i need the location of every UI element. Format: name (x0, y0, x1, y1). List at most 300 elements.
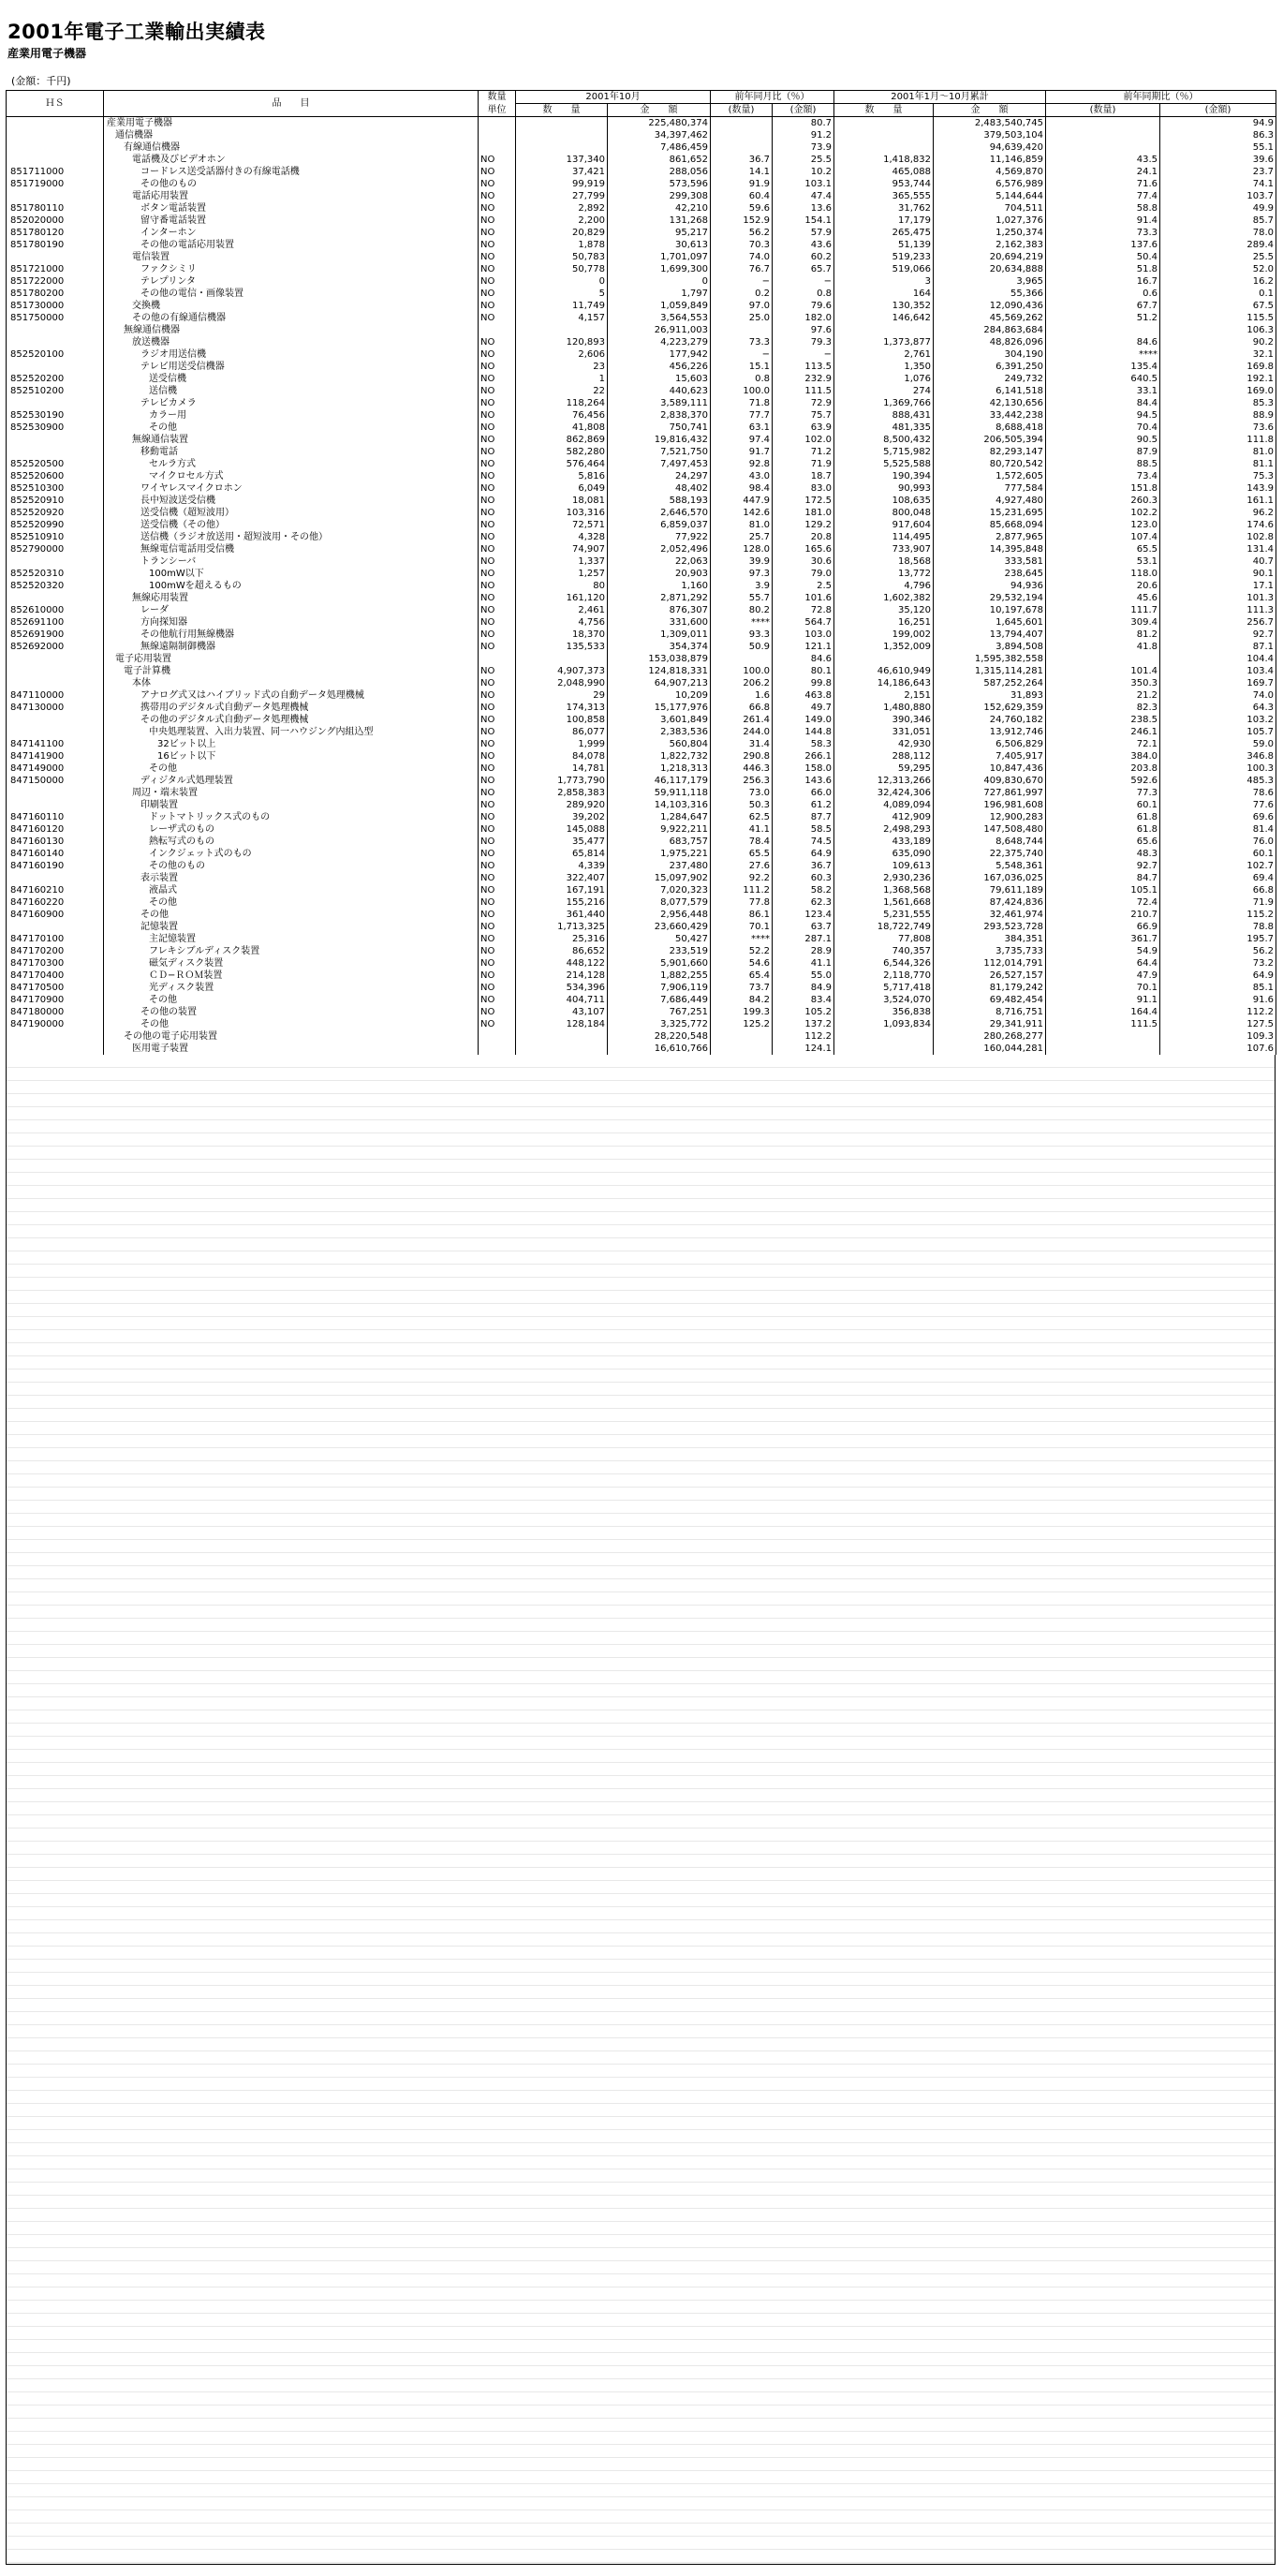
row-item-name: マイクロセル方式 (104, 470, 479, 482)
row-amount-yoy-cum: 69.4 (1160, 872, 1276, 884)
row-amount-yoy-oct: 87.7 (773, 811, 834, 823)
row-qty-unit: NO (479, 166, 516, 178)
row-amount-cum: 7,405,917 (934, 750, 1046, 762)
row-qty-yoy-oct: 199.3 (711, 1006, 773, 1018)
row-item-name: 16ビット以下 (104, 750, 479, 762)
row-qty-yoy-oct: 84.2 (711, 994, 773, 1006)
row-hs-code: 851719000 (7, 178, 104, 190)
row-item-name: 有線通信機器 (104, 141, 479, 154)
row-item-name: 送信機 (104, 385, 479, 397)
row-amount-oct: 34,397,462 (608, 129, 711, 141)
row-hs-code: 847170500 (7, 982, 104, 994)
row-qty-yoy-cum: 53.1 (1046, 555, 1160, 568)
row-amount-yoy-oct: 80.1 (773, 665, 834, 677)
row-amount-yoy-cum: 103.4 (1160, 665, 1276, 677)
row-qty-yoy-cum: 67.7 (1046, 300, 1160, 312)
row-amount-oct: 2,838,370 (608, 409, 711, 422)
header-amount-1: 金 額 (608, 104, 711, 117)
row-amount-oct: 5,901,660 (608, 957, 711, 970)
row-qty-cum: 635,090 (834, 848, 934, 860)
row-qty-cum (834, 117, 934, 130)
table-row (7, 422, 1276, 434)
row-qty-yoy-oct: 100.0 (711, 665, 773, 677)
row-qty-yoy-cum: 361.7 (1046, 933, 1160, 945)
row-hs-code (7, 921, 104, 933)
row-qty-cum: 109,613 (834, 860, 934, 872)
row-hs-code: 851722000 (7, 275, 104, 288)
row-amount-yoy-oct: 0.8 (773, 288, 834, 300)
row-qty-cum: 3,524,070 (834, 994, 934, 1006)
row-qty-yoy-cum: 246.1 (1046, 726, 1160, 738)
row-qty-yoy-oct: 290.8 (711, 750, 773, 762)
row-amount-yoy-cum: 92.7 (1160, 629, 1276, 641)
row-amount-cum: 112,014,791 (934, 957, 1046, 970)
row-amount-yoy-cum: 59.0 (1160, 738, 1276, 750)
row-amount-oct: 8,077,579 (608, 896, 711, 909)
row-amount-yoy-cum: 111.8 (1160, 434, 1276, 446)
row-amount-oct: 95,217 (608, 227, 711, 239)
header-yoy2: 前年同期比（％） (1046, 91, 1276, 104)
row-amount-yoy-cum: 87.1 (1160, 641, 1276, 653)
row-qty-cum: 2,930,236 (834, 872, 934, 884)
row-qty-yoy-cum: 84.7 (1046, 872, 1160, 884)
row-qty-unit: NO (479, 604, 516, 616)
row-qty-oct: 1 (516, 373, 608, 385)
row-amount-yoy-cum: 85.3 (1160, 397, 1276, 409)
row-amount-cum: 6,391,250 (934, 361, 1046, 373)
row-amount-cum: 3,894,508 (934, 641, 1046, 653)
row-amount-cum: 238,645 (934, 568, 1046, 580)
row-hs-code (7, 361, 104, 373)
row-amount-oct: 233,519 (608, 945, 711, 957)
row-item-name: レーダ (104, 604, 479, 616)
row-qty-unit: NO (479, 215, 516, 227)
row-amount-yoy-oct: 182.0 (773, 312, 834, 324)
row-qty-yoy-oct: 27.6 (711, 860, 773, 872)
row-amount-oct: 354,374 (608, 641, 711, 653)
row-qty-oct: 5,816 (516, 470, 608, 482)
row-qty-unit (479, 324, 516, 336)
row-qty-yoy-cum: 210.7 (1046, 909, 1160, 921)
row-qty-unit: NO (479, 726, 516, 738)
row-amount-yoy-cum: 131.4 (1160, 543, 1276, 555)
row-qty-yoy-cum: 238.5 (1046, 714, 1160, 726)
row-amount-cum: 4,927,480 (934, 495, 1046, 507)
row-hs-code: 852790000 (7, 543, 104, 555)
row-hs-code (7, 154, 104, 166)
row-qty-yoy-oct: 77.7 (711, 409, 773, 422)
row-qty-cum: 1,093,834 (834, 1018, 934, 1030)
table-row (7, 507, 1276, 519)
row-item-name: 電信装置 (104, 251, 479, 263)
row-amount-yoy-oct: 149.0 (773, 714, 834, 726)
row-qty-yoy-cum: 92.7 (1046, 860, 1160, 872)
row-amount-cum: 12,900,283 (934, 811, 1046, 823)
row-item-name: その他のもの (104, 860, 479, 872)
row-qty-unit: NO (479, 860, 516, 872)
row-qty-unit: NO (479, 409, 516, 422)
table-row (7, 641, 1276, 653)
row-hs-code: 847170900 (7, 994, 104, 1006)
row-qty-cum: 51,139 (834, 239, 934, 251)
row-qty-yoy-oct: 91.7 (711, 446, 773, 458)
table-row (7, 263, 1276, 275)
row-amount-cum: 587,252,264 (934, 677, 1046, 689)
table-row (7, 568, 1276, 580)
row-hs-code (7, 1043, 104, 1055)
table-row (7, 141, 1276, 154)
row-qty-oct: 50,778 (516, 263, 608, 275)
table-row (7, 811, 1276, 823)
row-amount-yoy-oct: 58.3 (773, 738, 834, 750)
row-qty-oct: 214,128 (516, 970, 608, 982)
row-qty-cum: 1,480,880 (834, 702, 934, 714)
row-qty-unit: NO (479, 665, 516, 677)
row-qty-unit: NO (479, 811, 516, 823)
row-qty-yoy-oct (711, 1043, 773, 1055)
row-qty-cum (834, 324, 934, 336)
header-period2: 2001年1月〜10月累計 (834, 91, 1046, 104)
row-qty-yoy-oct: 50.3 (711, 799, 773, 811)
row-qty-yoy-cum: 65.6 (1046, 836, 1160, 848)
row-amount-oct: 153,038,879 (608, 653, 711, 665)
row-amount-oct: 7,020,323 (608, 884, 711, 896)
row-amount-oct: 2,646,570 (608, 507, 711, 519)
row-qty-cum: 2,761 (834, 348, 934, 361)
row-amount-cum: 160,044,281 (934, 1043, 1046, 1055)
row-qty-oct: 145,088 (516, 823, 608, 836)
row-amount-oct: 573,596 (608, 178, 711, 190)
row-qty-unit: NO (479, 397, 516, 409)
row-qty-oct: 1,257 (516, 568, 608, 580)
table-row (7, 604, 1276, 616)
table-continuation (6, 1055, 1276, 2565)
row-item-name: テレビカメラ (104, 397, 479, 409)
row-amount-cum: 13,794,407 (934, 629, 1046, 641)
row-hs-code: 847190000 (7, 1018, 104, 1030)
row-amount-yoy-oct: 83.4 (773, 994, 834, 1006)
row-qty-cum: 6,544,326 (834, 957, 934, 970)
row-qty-unit: NO (479, 994, 516, 1006)
row-amount-cum: 727,861,997 (934, 787, 1046, 799)
row-qty-yoy-cum: 58.8 (1046, 202, 1160, 215)
row-hs-code (7, 397, 104, 409)
row-item-name: ファクシミリ (104, 263, 479, 275)
row-amount-yoy-oct: 73.9 (773, 141, 834, 154)
row-qty-yoy-oct (711, 653, 773, 665)
row-amount-cum: 384,351 (934, 933, 1046, 945)
row-qty-oct: 72,571 (516, 519, 608, 531)
page-title: 2001年電子工業輸出実績表 (7, 21, 266, 43)
header-qty-unit-2: 単位 (479, 104, 516, 117)
row-item-name: その他の装置 (104, 1006, 479, 1018)
table-row (7, 629, 1276, 641)
row-amount-oct: 1,822,732 (608, 750, 711, 762)
table-row (7, 836, 1276, 848)
row-qty-cum: 2,498,293 (834, 823, 934, 836)
row-hs-code: 852610000 (7, 604, 104, 616)
table-row (7, 470, 1276, 482)
row-amount-yoy-oct: 123.4 (773, 909, 834, 921)
row-amount-yoy-oct: 137.2 (773, 1018, 834, 1030)
row-item-name: 通信機器 (104, 129, 479, 141)
row-qty-unit: NO (479, 641, 516, 653)
row-amount-oct: 767,251 (608, 1006, 711, 1018)
row-item-name: 産業用電子機器 (104, 117, 479, 130)
row-qty-oct: 0 (516, 275, 608, 288)
row-qty-oct: 35,477 (516, 836, 608, 848)
header-qty-yoy-1: (数量) (711, 104, 773, 117)
row-qty-cum (834, 141, 934, 154)
row-qty-cum: 2,118,770 (834, 970, 934, 982)
row-qty-yoy-oct (711, 1030, 773, 1043)
row-qty-unit (479, 141, 516, 154)
table-row (7, 702, 1276, 714)
row-amount-yoy-cum: 115.5 (1160, 312, 1276, 324)
row-amount-yoy-oct: 113.5 (773, 361, 834, 373)
row-qty-cum: 1,369,766 (834, 397, 934, 409)
row-qty-cum: 108,635 (834, 495, 934, 507)
row-item-name: 送受信機 (104, 373, 479, 385)
row-qty-oct: 29 (516, 689, 608, 702)
row-hs-code: 847150000 (7, 775, 104, 787)
row-qty-yoy-oct (711, 117, 773, 130)
table-row (7, 872, 1276, 884)
row-qty-oct (516, 141, 608, 154)
row-qty-cum: 1,561,668 (834, 896, 934, 909)
row-item-name: その他 (104, 909, 479, 921)
row-hs-code: 847170300 (7, 957, 104, 970)
row-qty-unit: NO (479, 1006, 516, 1018)
row-qty-cum (834, 1043, 934, 1055)
row-qty-unit: NO (479, 263, 516, 275)
row-qty-yoy-cum (1046, 653, 1160, 665)
row-qty-oct: 4,756 (516, 616, 608, 629)
row-qty-oct (516, 653, 608, 665)
row-qty-unit: NO (479, 275, 516, 288)
row-qty-unit: NO (479, 434, 516, 446)
row-hs-code: 851780200 (7, 288, 104, 300)
row-amount-yoy-cum: 127.5 (1160, 1018, 1276, 1030)
header-amount-yoy-2: (金額) (1160, 104, 1276, 117)
row-qty-yoy-oct: 81.0 (711, 519, 773, 531)
row-qty-oct (516, 129, 608, 141)
row-item-name: その他の電子応用装置 (104, 1030, 479, 1043)
row-qty-unit: NO (479, 933, 516, 945)
table-row (7, 482, 1276, 495)
row-amount-yoy-cum: 0.1 (1160, 288, 1276, 300)
row-qty-yoy-cum: 77.3 (1046, 787, 1160, 799)
row-qty-yoy-cum: 84.4 (1046, 397, 1160, 409)
row-amount-yoy-cum: 94.9 (1160, 117, 1276, 130)
row-qty-yoy-oct (711, 129, 773, 141)
row-amount-cum: 333,581 (934, 555, 1046, 568)
row-amount-yoy-cum: 106.3 (1160, 324, 1276, 336)
row-qty-cum: 365,555 (834, 190, 934, 202)
row-item-name: ＣＤ−ＲＯＭ装置 (104, 970, 479, 982)
row-amount-yoy-oct: 83.0 (773, 482, 834, 495)
row-qty-yoy-cum: 66.9 (1046, 921, 1160, 933)
row-item-name: その他の電信・画像装置 (104, 288, 479, 300)
row-amount-yoy-cum: 86.3 (1160, 129, 1276, 141)
row-amount-yoy-oct: − (773, 275, 834, 288)
table-row (7, 750, 1276, 762)
row-qty-yoy-oct: 97.4 (711, 434, 773, 446)
row-amount-yoy-cum: 256.7 (1160, 616, 1276, 629)
row-amount-yoy-oct: 72.9 (773, 397, 834, 409)
row-amount-yoy-cum: 161.1 (1160, 495, 1276, 507)
row-amount-oct: 1,882,255 (608, 970, 711, 982)
row-qty-yoy-oct: 73.7 (711, 982, 773, 994)
row-amount-cum: 409,830,670 (934, 775, 1046, 787)
row-qty-yoy-cum: 640.5 (1046, 373, 1160, 385)
row-amount-yoy-cum: 73.2 (1160, 957, 1276, 970)
row-qty-yoy-oct: 39.9 (711, 555, 773, 568)
row-amount-oct: 23,660,429 (608, 921, 711, 933)
row-amount-yoy-cum: 49.9 (1160, 202, 1276, 215)
table-row (7, 762, 1276, 775)
row-amount-yoy-oct: 18.7 (773, 470, 834, 482)
row-amount-yoy-oct: 60.2 (773, 251, 834, 263)
row-qty-cum: 331,051 (834, 726, 934, 738)
row-qty-oct: 84,078 (516, 750, 608, 762)
row-qty-cum: 46,610,949 (834, 665, 934, 677)
row-amount-yoy-cum: 66.8 (1160, 884, 1276, 896)
row-qty-yoy-cum: 73.3 (1046, 227, 1160, 239)
row-qty-yoy-cum: 102.2 (1046, 507, 1160, 519)
row-qty-oct: 161,120 (516, 592, 608, 604)
row-qty-cum: 274 (834, 385, 934, 397)
row-qty-cum (834, 653, 934, 665)
row-item-name: 表示装置 (104, 872, 479, 884)
row-amount-yoy-oct: 71.9 (773, 458, 834, 470)
row-qty-unit: NO (479, 458, 516, 470)
row-item-name: 周辺・端末装置 (104, 787, 479, 799)
row-item-name: セルラ方式 (104, 458, 479, 470)
row-amount-yoy-cum: 64.9 (1160, 970, 1276, 982)
table-row (7, 154, 1276, 166)
row-amount-oct: 440,623 (608, 385, 711, 397)
row-amount-yoy-oct: 74.5 (773, 836, 834, 848)
row-amount-oct: 15,603 (608, 373, 711, 385)
row-qty-oct: 76,456 (516, 409, 608, 422)
row-amount-cum: 94,639,420 (934, 141, 1046, 154)
table-row (7, 1030, 1276, 1043)
row-amount-yoy-cum: 192.1 (1160, 373, 1276, 385)
row-amount-oct: 50,427 (608, 933, 711, 945)
row-qty-oct: 86,652 (516, 945, 608, 957)
row-amount-yoy-oct: 62.3 (773, 896, 834, 909)
row-qty-yoy-cum: 51.8 (1046, 263, 1160, 275)
row-amount-oct: 46,117,179 (608, 775, 711, 787)
row-qty-oct: 1,878 (516, 239, 608, 251)
row-amount-yoy-cum: 52.0 (1160, 263, 1276, 275)
row-qty-yoy-cum: 82.3 (1046, 702, 1160, 714)
row-amount-cum: 42,130,656 (934, 397, 1046, 409)
row-amount-yoy-cum: 77.6 (1160, 799, 1276, 811)
row-amount-oct: 560,804 (608, 738, 711, 750)
row-amount-yoy-cum: 81.1 (1160, 458, 1276, 470)
row-qty-yoy-cum: 81.2 (1046, 629, 1160, 641)
row-qty-yoy-oct: 78.4 (711, 836, 773, 848)
row-amount-yoy-cum: 64.3 (1160, 702, 1276, 714)
table-row (7, 519, 1276, 531)
row-qty-oct: 4,339 (516, 860, 608, 872)
row-qty-cum: 5,231,555 (834, 909, 934, 921)
row-qty-yoy-cum: 101.4 (1046, 665, 1160, 677)
row-qty-yoy-oct: 70.3 (711, 239, 773, 251)
row-hs-code (7, 129, 104, 141)
row-hs-code (7, 555, 104, 568)
row-qty-unit: NO (479, 336, 516, 348)
row-amount-yoy-cum: 115.2 (1160, 909, 1276, 921)
row-amount-oct: 7,686,449 (608, 994, 711, 1006)
row-item-name: その他 (104, 1018, 479, 1030)
table-row (7, 129, 1276, 141)
row-qty-yoy-oct: 93.3 (711, 629, 773, 641)
row-amount-yoy-oct: 112.2 (773, 1030, 834, 1043)
row-qty-oct (516, 324, 608, 336)
row-qty-yoy-oct: 66.8 (711, 702, 773, 714)
row-amount-oct: 1,797 (608, 288, 711, 300)
row-amount-yoy-cum: 102.8 (1160, 531, 1276, 543)
row-hs-code: 847180000 (7, 1006, 104, 1018)
row-qty-yoy-oct: 3.9 (711, 580, 773, 592)
row-qty-oct: 322,407 (516, 872, 608, 884)
row-amount-yoy-oct: 43.6 (773, 239, 834, 251)
table-row (7, 373, 1276, 385)
row-qty-cum: 953,744 (834, 178, 934, 190)
row-item-name: ドットマトリックス式のもの (104, 811, 479, 823)
table-row (7, 117, 1276, 130)
row-qty-cum: 888,431 (834, 409, 934, 422)
row-amount-oct: 59,911,118 (608, 787, 711, 799)
row-amount-yoy-cum: 55.1 (1160, 141, 1276, 154)
row-item-name: 100mW以下 (104, 568, 479, 580)
row-qty-yoy-oct: 86.1 (711, 909, 773, 921)
row-item-name: 送受信機（超短波用） (104, 507, 479, 519)
row-amount-yoy-oct: 101.6 (773, 592, 834, 604)
row-amount-cum: 147,508,480 (934, 823, 1046, 836)
row-qty-oct: 1,713,325 (516, 921, 608, 933)
row-hs-code: 847110000 (7, 689, 104, 702)
row-hs-code: 851780190 (7, 239, 104, 251)
row-hs-code: 852520320 (7, 580, 104, 592)
table-row (7, 531, 1276, 543)
row-amount-oct: 2,871,292 (608, 592, 711, 604)
table-row (7, 799, 1276, 811)
row-qty-unit: NO (479, 190, 516, 202)
row-amount-yoy-oct: 36.7 (773, 860, 834, 872)
row-qty-yoy-oct: 25.0 (711, 312, 773, 324)
row-qty-oct: 25,316 (516, 933, 608, 945)
row-qty-oct: 22 (516, 385, 608, 397)
table-row (7, 324, 1276, 336)
row-qty-yoy-oct: 91.9 (711, 178, 773, 190)
row-amount-yoy-oct: 158.0 (773, 762, 834, 775)
table-row (7, 775, 1276, 787)
row-qty-oct: 2,606 (516, 348, 608, 361)
row-hs-code: 852692000 (7, 641, 104, 653)
row-qty-yoy-oct: 71.8 (711, 397, 773, 409)
row-qty-oct: 2,858,383 (516, 787, 608, 799)
row-qty-cum: 8,500,432 (834, 434, 934, 446)
row-qty-cum: 42,930 (834, 738, 934, 750)
table-row (7, 982, 1276, 994)
row-qty-cum (834, 129, 934, 141)
row-amount-yoy-oct: 84.6 (773, 653, 834, 665)
row-amount-oct: 331,600 (608, 616, 711, 629)
